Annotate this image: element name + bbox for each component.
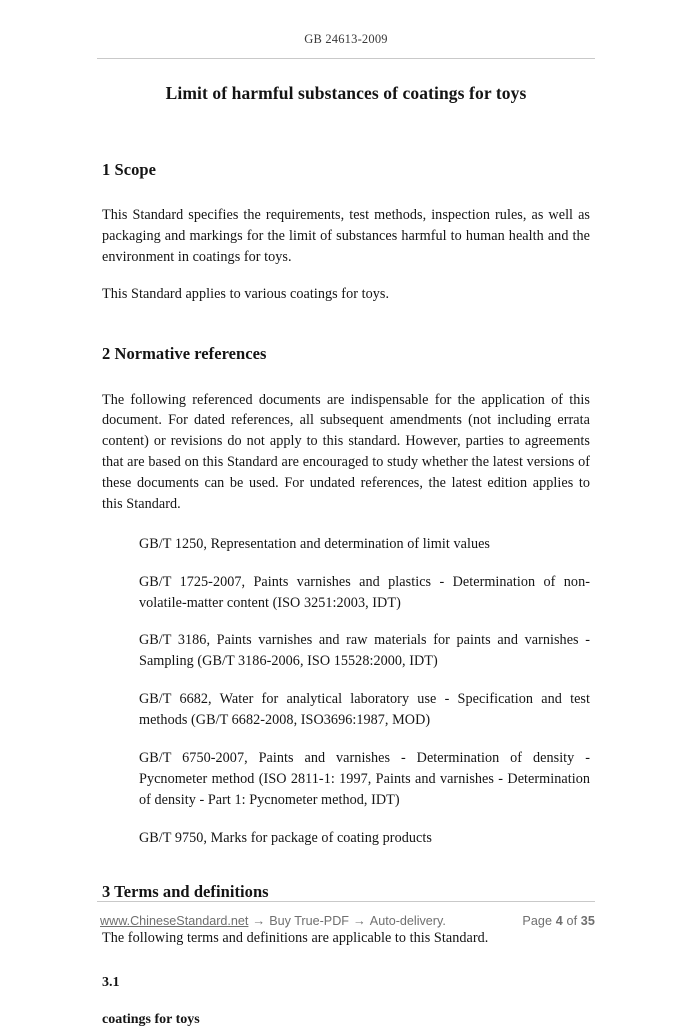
header-divider — [97, 58, 595, 59]
term-name: coatings for toys — [102, 1012, 200, 1028]
footer-divider — [97, 901, 595, 902]
current-page-number: 4 — [555, 914, 563, 928]
list-item: GB/T 9750, Marks for package of coating products — [139, 829, 432, 846]
scope-paragraph-1: This Standard specifies the requirements, test methods, inspection rules, as well as packaging and markings for the limit of substances harmful to human health and the environment in coatings for toys. — [102, 207, 590, 266]
normative-reference-list — [102, 534, 590, 849]
running-header — [97, 30, 595, 48]
term-number: 3.1 — [102, 974, 120, 990]
chinesestandard-link[interactable]: www.ChineseStandard.net — [100, 914, 249, 928]
footer-action-buy-true-pdf: Buy True-PDF — [269, 914, 349, 928]
section-normative-references — [102, 344, 590, 849]
total-page-number: 35 — [580, 914, 595, 928]
document-body — [102, 76, 590, 1030]
standard-code-label: GB 24613-2009 — [304, 32, 388, 46]
section-terms-and-definitions — [102, 882, 590, 1030]
page-label: Page — [522, 914, 553, 928]
normative-references-intro: The following referenced documents are indispensable for the application of this document. For dated references, all subsequent amendments (not including errata content) or revisions do not apply to this standard. However, parties to agreements that are based on this Standard are encouraged to study whether the latest versions of these documents can be used. For undated references, the latest edition applies to this Standard. — [102, 391, 590, 512]
terms-intro: The following terms and definitions are applicable to this Standard. — [102, 930, 489, 946]
of-label: of — [566, 914, 578, 928]
list-item: GB/T 3186, Paints varnishes and raw materials for paints and varnishes - Sampling (GB/T 3186-2006, ISO 15528:2000, IDT) — [139, 632, 590, 670]
page-title: Limit of harmful substances of coatings for toys — [165, 83, 527, 103]
section-heading-normative-references: 2 Normative references — [102, 343, 267, 363]
page-indicator — [522, 914, 595, 928]
arrow-right-icon: → — [353, 913, 366, 928]
section-scope — [102, 160, 590, 305]
footer-promo — [100, 913, 446, 928]
scope-paragraph-2: This Standard applies to various coatings for toys. — [102, 286, 390, 302]
section-heading-terms-and-definitions: 3 Terms and definitions — [102, 882, 269, 902]
page-footer — [100, 913, 595, 928]
list-item: GB/T 1725-2007, Paints varnishes and plastics - Determination of non-volatile-matter content (ISO 3251:2003, IDT) — [139, 573, 590, 611]
list-item: GB/T 1250, Representation and determination of limit values — [139, 535, 490, 552]
arrow-right-icon: → — [252, 913, 266, 928]
section-heading-scope: 1 Scope — [102, 159, 156, 179]
footer-action-auto-delivery: Auto-delivery. — [369, 914, 446, 928]
list-item: GB/T 6750-2007, Paints and varnishes - Determination of density - Pycnometer method (ISO 2811-1: 1997, Paints and varnishes - Determination of density - Part 1: Pycnometer method, IDT) — [139, 749, 590, 808]
list-item: GB/T 6682, Water for analytical laboratory use - Specification and test methods (GB/T 6682-2008, ISO3696:1987, MOD) — [139, 691, 590, 728]
